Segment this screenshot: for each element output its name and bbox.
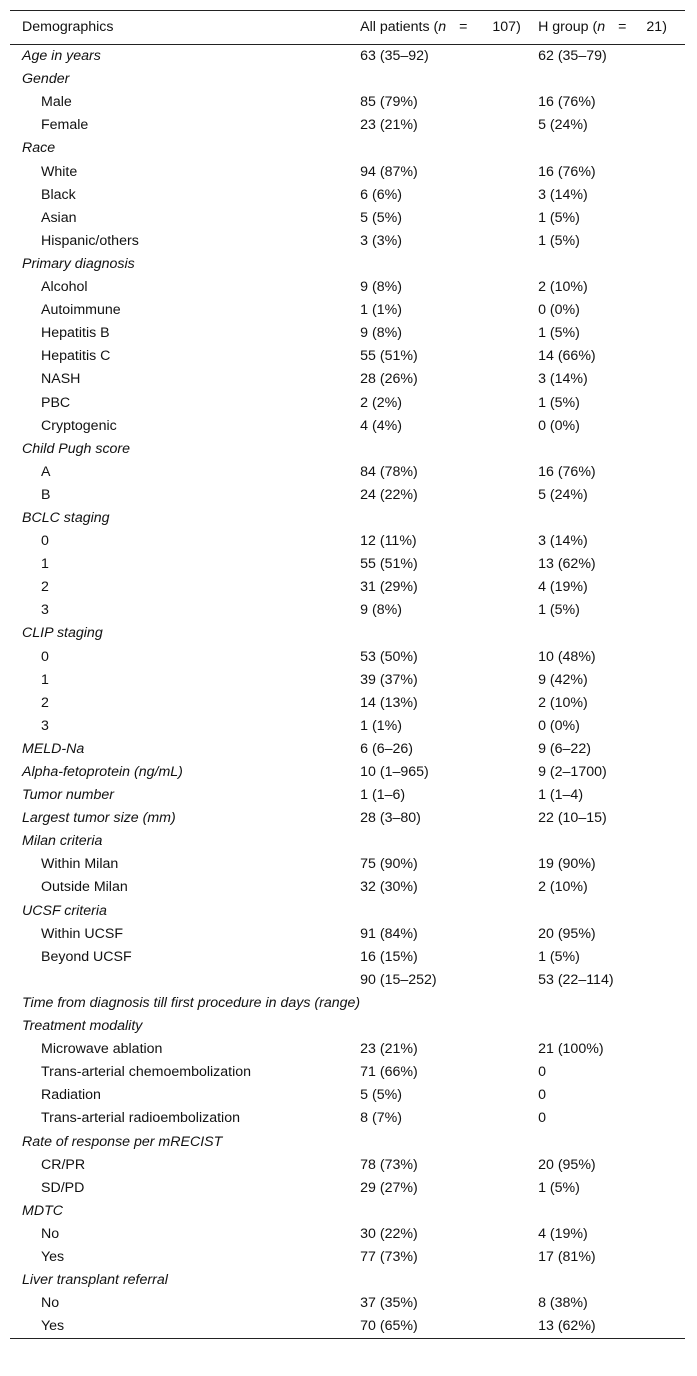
row-label: B bbox=[41, 486, 51, 503]
row-h-group: 1 (5%) bbox=[538, 209, 580, 226]
table-row bbox=[10, 253, 685, 276]
row-h-group: 53 (22–114) bbox=[538, 971, 614, 988]
row-all-patients: 1 (1%) bbox=[360, 302, 402, 319]
row-all-patients bbox=[360, 507, 538, 530]
row-h-group bbox=[538, 253, 685, 276]
row-all-patients: 1 (1–6) bbox=[360, 787, 406, 804]
table-row bbox=[10, 1015, 685, 1038]
table-row bbox=[10, 1084, 685, 1107]
row-label: Within UCSF bbox=[41, 925, 123, 942]
table-row bbox=[10, 1061, 685, 1084]
row-label: 0 bbox=[41, 533, 49, 550]
row-label: Liver transplant referral bbox=[22, 1272, 168, 1289]
row-all-patients: 1 (1%) bbox=[360, 717, 402, 734]
table-row bbox=[10, 599, 685, 622]
row-h-group: 3 (14%) bbox=[538, 371, 588, 388]
row-label: Cryptogenic bbox=[41, 417, 117, 434]
table-row bbox=[10, 1223, 685, 1246]
header-h-group-label: H group ( bbox=[538, 19, 598, 35]
table-row bbox=[10, 161, 685, 184]
table-row bbox=[10, 969, 685, 992]
row-h-group: 5 (24%) bbox=[538, 486, 588, 503]
row-label: 3 bbox=[41, 602, 49, 619]
row-all-patients: 3 (3%) bbox=[360, 232, 402, 249]
row-h-group: 2 (10%) bbox=[538, 279, 588, 296]
row-h-group: 0 bbox=[538, 1087, 546, 1104]
table-row bbox=[10, 669, 685, 692]
row-all-patients: 31 (29%) bbox=[360, 579, 418, 596]
row-label: 2 bbox=[41, 694, 49, 711]
table-row bbox=[10, 345, 685, 368]
table-row bbox=[10, 923, 685, 946]
table-row bbox=[10, 553, 685, 576]
row-h-group: 16 (76%) bbox=[538, 163, 596, 180]
table-row bbox=[10, 830, 685, 853]
row-all-patients bbox=[360, 992, 538, 1015]
row-h-group: 62 (35–79) bbox=[538, 48, 607, 65]
row-all-patients: 63 (35–92) bbox=[360, 48, 429, 65]
row-all-patients: 75 (90%) bbox=[360, 856, 418, 873]
row-h-group bbox=[538, 992, 685, 1015]
row-h-group: 2 (10%) bbox=[538, 879, 588, 896]
row-all-patients bbox=[360, 1015, 538, 1038]
table-row bbox=[10, 715, 685, 738]
row-h-group: 1 (5%) bbox=[538, 948, 580, 965]
row-h-group bbox=[538, 438, 685, 461]
row-h-group: 16 (76%) bbox=[538, 94, 596, 111]
row-all-patients: 9 (8%) bbox=[360, 325, 402, 342]
row-h-group: 20 (95%) bbox=[538, 925, 596, 942]
row-h-group: 9 (2–1700) bbox=[538, 764, 607, 780]
table-row bbox=[10, 368, 685, 391]
row-h-group: 4 (19%) bbox=[538, 579, 588, 596]
table-row bbox=[10, 484, 685, 507]
table-row bbox=[10, 1315, 685, 1339]
row-h-group: 21 (100%) bbox=[538, 1041, 604, 1058]
row-label: UCSF criteria bbox=[22, 902, 107, 919]
table-row bbox=[10, 1246, 685, 1269]
header-all-patients-n: n bbox=[438, 19, 447, 35]
table-row bbox=[10, 230, 685, 253]
row-label: Child Pugh score bbox=[22, 440, 131, 457]
table-row bbox=[10, 992, 685, 1015]
table-row bbox=[10, 276, 685, 299]
row-h-group: 13 (62%) bbox=[538, 1318, 596, 1335]
table-row bbox=[10, 576, 685, 599]
row-h-group: 1 (5%) bbox=[538, 394, 580, 411]
row-all-patients bbox=[360, 900, 538, 923]
table-row bbox=[10, 68, 685, 91]
row-label: Female bbox=[41, 117, 89, 134]
row-all-patients bbox=[360, 1200, 538, 1223]
row-all-patients bbox=[360, 1131, 538, 1154]
table-row bbox=[10, 299, 685, 322]
row-label: Radiation bbox=[41, 1087, 101, 1104]
table-row bbox=[10, 1038, 685, 1061]
row-all-patients: 8 (7%) bbox=[360, 1110, 402, 1127]
row-h-group: 3 (14%) bbox=[538, 186, 588, 203]
row-label: MELD-Na bbox=[22, 740, 85, 757]
row-h-group bbox=[538, 137, 685, 160]
header-h-group-value: 21) bbox=[646, 19, 667, 35]
row-label: Trans-arterial radioembolization bbox=[41, 1110, 240, 1127]
row-all-patients: 85 (79%) bbox=[360, 94, 418, 111]
table-row bbox=[10, 1200, 685, 1223]
row-h-group: 9 (6–22) bbox=[538, 740, 591, 757]
row-all-patients: 30 (22%) bbox=[360, 1225, 418, 1242]
row-h-group: 1 (5%) bbox=[538, 232, 580, 249]
row-h-group: 14 (66%) bbox=[538, 348, 596, 365]
header-all-patients-label: All patients ( bbox=[360, 19, 439, 35]
table-row bbox=[10, 784, 685, 807]
table-row bbox=[10, 946, 685, 969]
header-all-patients bbox=[360, 11, 538, 45]
row-label: Outside Milan bbox=[41, 879, 128, 896]
row-all-patients bbox=[360, 622, 538, 645]
row-all-patients: 6 (6%) bbox=[360, 186, 402, 203]
row-h-group: 22 (10–15) bbox=[538, 810, 607, 827]
row-all-patients: 28 (26%) bbox=[360, 371, 418, 388]
row-all-patients: 24 (22%) bbox=[360, 486, 418, 503]
row-label: Rate of response per mRECIST bbox=[22, 1133, 223, 1150]
row-h-group: 1 (5%) bbox=[538, 325, 580, 342]
row-label: Autoimmune bbox=[41, 302, 121, 319]
row-label: Hepatitis C bbox=[41, 348, 111, 365]
row-label: Gender bbox=[22, 71, 70, 88]
row-all-patients: 5 (5%) bbox=[360, 209, 402, 226]
row-all-patients: 77 (73%) bbox=[360, 1248, 418, 1265]
row-label: No bbox=[41, 1295, 60, 1312]
row-all-patients: 5 (5%) bbox=[360, 1087, 402, 1104]
row-label: A bbox=[41, 463, 51, 480]
row-label: Microwave ablation bbox=[41, 1041, 163, 1058]
row-label: No bbox=[41, 1225, 60, 1242]
row-label: Treatment modality bbox=[22, 1018, 143, 1035]
row-label: Largest tumor size (mm) bbox=[22, 810, 176, 827]
row-label: Hepatitis B bbox=[41, 325, 110, 342]
row-h-group: 13 (62%) bbox=[538, 556, 596, 573]
row-all-patients: 16 (15%) bbox=[360, 948, 418, 965]
row-label: Time from diagnosis till first procedure in days (range) bbox=[22, 994, 361, 1011]
row-all-patients: 37 (35%) bbox=[360, 1295, 418, 1312]
row-all-patients: 9 (8%) bbox=[360, 602, 402, 619]
header-all-patients-value: 107) bbox=[492, 19, 521, 35]
row-all-patients: 9 (8%) bbox=[360, 279, 402, 296]
row-label: 1 bbox=[41, 671, 49, 688]
row-all-patients: 12 (11%) bbox=[360, 533, 417, 550]
row-all-patients: 90 (15–252) bbox=[360, 971, 437, 988]
row-label: Male bbox=[41, 94, 72, 111]
row-label: Beyond UCSF bbox=[41, 948, 132, 965]
row-label: NASH bbox=[41, 371, 81, 388]
row-all-patients: 2 (2%) bbox=[360, 394, 402, 411]
row-h-group: 5 (24%) bbox=[538, 117, 588, 134]
row-all-patients: 14 (13%) bbox=[360, 694, 418, 711]
row-all-patients: 6 (6–26) bbox=[360, 740, 413, 757]
row-h-group bbox=[538, 830, 685, 853]
table-row bbox=[10, 807, 685, 830]
row-label: Trans-arterial chemoembolization bbox=[41, 1064, 252, 1081]
header-h-group bbox=[538, 11, 685, 45]
row-h-group bbox=[538, 1015, 685, 1038]
row-label: CLIP staging bbox=[22, 625, 103, 642]
row-label: Age in years bbox=[22, 48, 101, 65]
table-row bbox=[10, 207, 685, 230]
table-row bbox=[10, 900, 685, 923]
row-label: CR/PR bbox=[41, 1156, 86, 1173]
row-label: 2 bbox=[41, 579, 49, 596]
row-all-patients bbox=[360, 438, 538, 461]
table-row bbox=[10, 461, 685, 484]
row-label: 3 bbox=[41, 717, 49, 734]
table-row bbox=[10, 322, 685, 345]
row-label: Yes bbox=[41, 1248, 65, 1265]
table-row bbox=[10, 137, 685, 160]
table-header-row bbox=[10, 11, 685, 45]
row-label: Race bbox=[22, 140, 56, 157]
row-all-patients bbox=[360, 830, 538, 853]
table-row bbox=[10, 415, 685, 438]
row-all-patients: 10 (1–965) bbox=[360, 764, 429, 780]
row-label: 0 bbox=[41, 648, 49, 665]
row-h-group: 0 bbox=[538, 1110, 546, 1127]
table-row bbox=[10, 1269, 685, 1292]
row-all-patients: 29 (27%) bbox=[360, 1179, 418, 1196]
row-h-group: 17 (81%) bbox=[538, 1248, 596, 1265]
header-h-group-eq: = bbox=[618, 19, 627, 35]
row-label: White bbox=[41, 163, 78, 180]
row-all-patients: 91 (84%) bbox=[360, 925, 418, 942]
table-row bbox=[10, 1107, 685, 1130]
table-row bbox=[10, 184, 685, 207]
row-all-patients: 4 (4%) bbox=[360, 417, 402, 434]
row-all-patients bbox=[360, 137, 538, 160]
row-h-group: 2 (10%) bbox=[538, 694, 588, 711]
row-h-group bbox=[538, 622, 685, 645]
header-demographics: Demographics bbox=[22, 19, 114, 35]
row-label: PBC bbox=[41, 394, 71, 411]
table-row bbox=[10, 507, 685, 530]
table-row bbox=[10, 91, 685, 114]
row-h-group: 4 (19%) bbox=[538, 1225, 588, 1242]
table-row bbox=[10, 1292, 685, 1315]
row-h-group: 19 (90%) bbox=[538, 856, 596, 873]
row-label: Tumor number bbox=[22, 787, 114, 804]
row-label: Black bbox=[41, 186, 76, 203]
row-label: Alpha-fetoprotein (ng/mL) bbox=[22, 764, 183, 780]
row-all-patients: 55 (51%) bbox=[360, 556, 418, 573]
row-label: Alcohol bbox=[41, 279, 88, 296]
header-all-patients-eq: = bbox=[459, 19, 468, 35]
row-all-patients: 23 (21%) bbox=[360, 1041, 418, 1058]
row-h-group bbox=[538, 900, 685, 923]
row-label: Asian bbox=[41, 209, 77, 226]
row-all-patients bbox=[360, 1269, 538, 1292]
row-h-group: 3 (14%) bbox=[538, 533, 588, 550]
row-h-group: 1 (5%) bbox=[538, 602, 580, 619]
table-row bbox=[10, 1154, 685, 1177]
row-all-patients: 39 (37%) bbox=[360, 671, 418, 688]
table-row bbox=[10, 114, 685, 137]
row-h-group: 0 bbox=[538, 1064, 546, 1081]
row-h-group: 10 (48%) bbox=[538, 648, 596, 665]
table-row bbox=[10, 692, 685, 715]
row-h-group: 1 (5%) bbox=[538, 1179, 580, 1196]
row-label: SD/PD bbox=[41, 1179, 85, 1196]
row-all-patients: 32 (30%) bbox=[360, 879, 418, 896]
table-row bbox=[10, 622, 685, 645]
row-h-group: 0 (0%) bbox=[538, 302, 580, 319]
demographics-table bbox=[10, 10, 685, 1339]
table-row bbox=[10, 738, 685, 761]
row-label: MDTC bbox=[22, 1202, 63, 1219]
table-row bbox=[10, 876, 685, 899]
table-row bbox=[10, 853, 685, 876]
row-h-group: 20 (95%) bbox=[538, 1156, 596, 1173]
table-row bbox=[10, 45, 685, 69]
row-h-group: 16 (76%) bbox=[538, 463, 596, 480]
row-all-patients: 53 (50%) bbox=[360, 648, 418, 665]
row-label: Yes bbox=[41, 1318, 65, 1335]
row-label: Within Milan bbox=[41, 856, 119, 873]
row-h-group: 0 (0%) bbox=[538, 417, 580, 434]
row-all-patients: 84 (78%) bbox=[360, 463, 418, 480]
row-label bbox=[10, 969, 360, 992]
row-all-patients: 94 (87%) bbox=[360, 163, 418, 180]
row-label: Primary diagnosis bbox=[22, 255, 135, 272]
row-all-patients: 23 (21%) bbox=[360, 117, 418, 134]
row-all-patients bbox=[360, 68, 538, 91]
row-h-group: 9 (42%) bbox=[538, 671, 588, 688]
table-row bbox=[10, 1177, 685, 1200]
row-label: Milan criteria bbox=[22, 833, 103, 850]
row-h-group bbox=[538, 68, 685, 91]
table-row bbox=[10, 438, 685, 461]
row-all-patients: 55 (51%) bbox=[360, 348, 418, 365]
table-row bbox=[10, 646, 685, 669]
row-h-group: 1 (1–4) bbox=[538, 787, 584, 804]
header-h-group-n: n bbox=[597, 19, 606, 35]
row-label: 1 bbox=[41, 556, 49, 573]
row-h-group bbox=[538, 1131, 685, 1154]
table-row bbox=[10, 530, 685, 553]
row-all-patients: 70 (65%) bbox=[360, 1318, 418, 1335]
row-h-group bbox=[538, 1200, 685, 1223]
table-row bbox=[10, 392, 685, 415]
row-label: BCLC staging bbox=[22, 509, 110, 526]
table-row bbox=[10, 761, 685, 784]
row-h-group: 0 (0%) bbox=[538, 717, 580, 734]
row-all-patients: 71 (66%) bbox=[360, 1064, 418, 1081]
row-all-patients: 78 (73%) bbox=[360, 1156, 418, 1173]
row-h-group bbox=[538, 507, 685, 530]
table-row bbox=[10, 1131, 685, 1154]
row-h-group: 8 (38%) bbox=[538, 1295, 588, 1312]
row-all-patients: 28 (3–80) bbox=[360, 810, 421, 827]
row-h-group bbox=[538, 1269, 685, 1292]
row-label: Hispanic/others bbox=[41, 232, 139, 249]
row-all-patients bbox=[360, 253, 538, 276]
